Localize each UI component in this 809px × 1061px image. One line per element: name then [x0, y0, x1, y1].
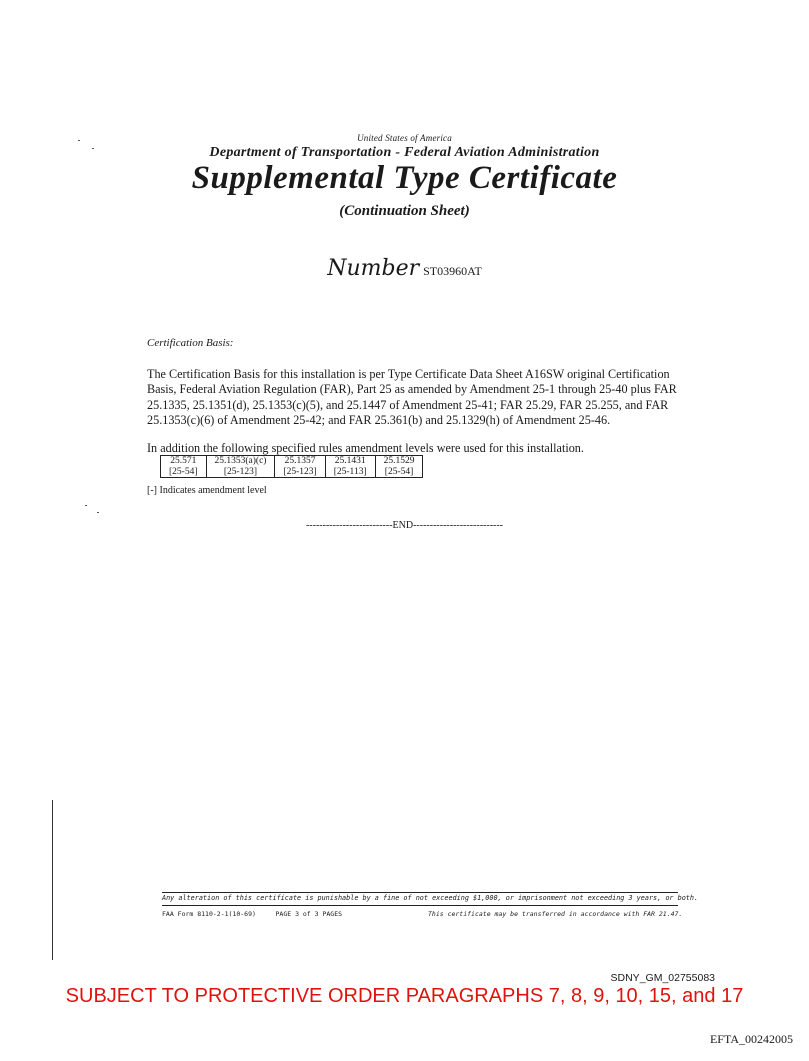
- footer-middle-rule: [162, 905, 678, 906]
- amendment-level-note: [-] Indicates amendment level: [147, 485, 267, 496]
- protective-order-notice: SUBJECT TO PROTECTIVE ORDER PARAGRAPHS 7, 8, 9, 10, 15, and 17: [65, 985, 744, 1007]
- number-label: Number: [327, 256, 420, 281]
- footer-alteration-warning: Any alteration of this certificate is punishable by a fine of not exceeding $1,000, or imprisonment not exceeding 3 years, or both.: [162, 894, 699, 902]
- number-value: ST03960AT: [423, 264, 482, 278]
- efta-number: EFTA_00242005: [709, 1032, 793, 1046]
- certificate-subtitle: (Continuation Sheet): [339, 203, 470, 219]
- amendment-cell: [25-54]: [375, 467, 423, 478]
- footer-top-rule: [162, 892, 678, 893]
- rule-cell: 25.1431: [325, 456, 375, 467]
- amendment-cell: [25-123]: [206, 467, 275, 478]
- bates-number: SDNY_GM_02755083: [610, 972, 715, 984]
- certification-basis-heading: Certification Basis:: [147, 337, 234, 349]
- page-info: PAGE 3 of 3 PAGES: [275, 910, 343, 918]
- rule-cell: 25.1529: [375, 456, 423, 467]
- amendment-cell: [25-54]: [161, 467, 207, 478]
- header-department: Department of Transportation - Federal Aviation Administration: [209, 145, 600, 160]
- amendment-cell: [25-113]: [325, 467, 375, 478]
- header-country: United States of America: [357, 133, 452, 143]
- scan-margin-line: [52, 800, 53, 960]
- rule-cell: 25.1357: [275, 456, 325, 467]
- rule-row: [161, 456, 423, 467]
- scan-speck: [78, 140, 80, 141]
- amendment-row: [161, 467, 423, 478]
- certification-basis-paragraph: The Certification Basis for this installation is per Type Certificate Data Sheet A16SW original Certification Basis, Federal Aviation Regulation (FAR), Part 25 as amended by Amendment 25-1 through 25-40 plus FAR 25.1335, 25.1351(d), 25.1353(c)(5), and 25.1447 of Amendment 25-41; FAR 25.29, FAR 25.255, and FAR 25.1353(c)(6) of Amendment 25-42; and FAR 25.361(b) and 25.1329(h) of Amendment 25-46.: [147, 367, 677, 427]
- certificate-title: Supplemental Type Certificate: [191, 160, 618, 196]
- amendment-levels-intro: In addition the following specified rules amendment levels were used for this installation.: [147, 441, 584, 455]
- scan-speck: [97, 512, 99, 513]
- amendment-cell: [25-123]: [275, 467, 325, 478]
- amendment-levels-table: [160, 455, 423, 478]
- form-number: FAA Form 8110-2-1(10-69): [162, 910, 256, 918]
- footer-form-info: [162, 910, 342, 918]
- scan-speck: [85, 505, 87, 506]
- rule-cell: 25.571: [161, 456, 207, 467]
- certificate-number-line: [0, 256, 809, 281]
- end-marker: --------------------------END---------------------------: [305, 520, 504, 531]
- rule-cell: 25.1353(a)(c): [206, 456, 275, 467]
- scan-speck: [92, 148, 94, 149]
- footer-transfer-note: This certificate may be transferred in accordance with FAR 21.47.: [428, 910, 683, 918]
